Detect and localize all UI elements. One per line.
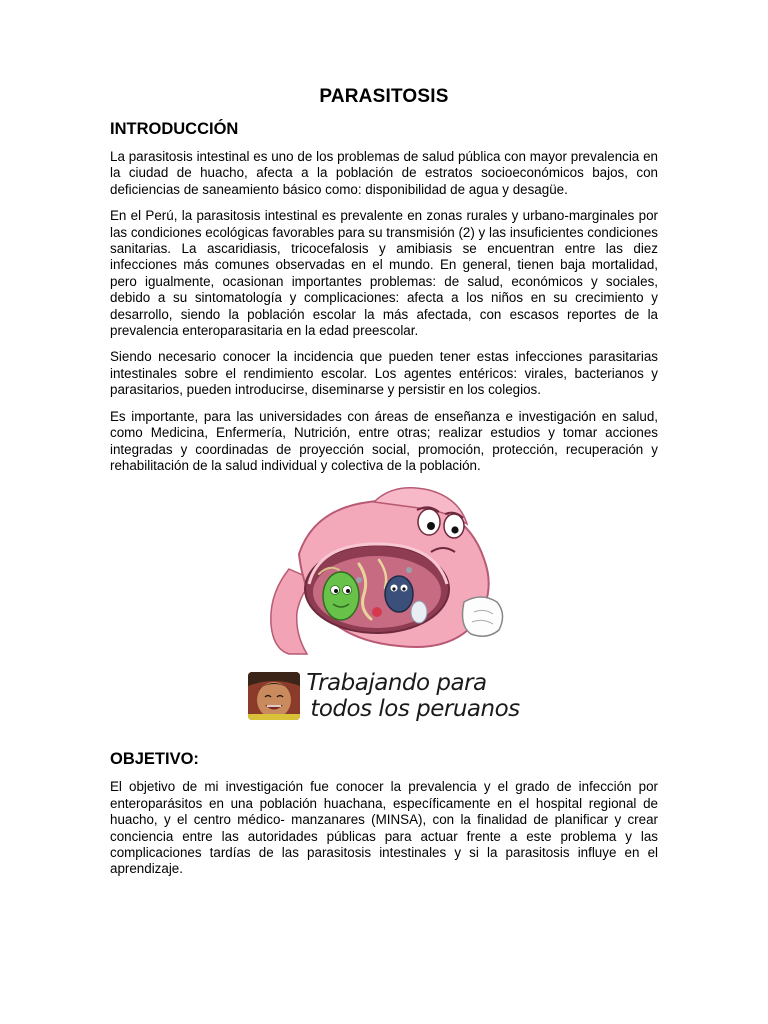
- intro-paragraph-2: En el Perú, la parasitosis intestinal es prevalente en zonas rurales y urbano-marginales por las condiciones ecológicas favorables para su transmisión (2) y las insuficientes condiciones sanitarias. La ascaridiasis, tricocefalosis y amibiasis se encuentran entre las diez infecciones más comunes observadas en el mundo. En general, tienen baja mortalidad, pero igualmente, ocasionan importantes problemas: de salud, económicos y sociales, debido a su sintomatología y complicaciones: afecta a los niños en su crecimiento y desarrollo, siendo la población escolar la más afectada, con escasos reportes de la prevalencia enteroparasitaria en la edad preescolar.: [110, 208, 658, 339]
- intro-paragraph-3: Siendo necesario conocer la incidencia que pueden tener estas infecciones parasitarias intestinales sobre el rendimiento escolar. Los agentes entéricos: virales, bacterianos y parasitarios, pueden introducirse, diseminarse y persistir en los colegios.: [110, 349, 658, 398]
- slogan-line-2: todos los peruanos: [310, 696, 520, 723]
- document-body: [110, 86, 658, 888]
- stomach-parasites-illustration: [259, 484, 509, 656]
- document-title: PARASITOSIS: [319, 86, 449, 107]
- slogan-banner: [110, 664, 658, 728]
- objective-paragraph: El objetivo de mi investigación fue conocer la prevalencia y el grado de infección por enteroparásitos en una población huachana, específicamente en el hospital regional de huacho, y el centro médico- manzanares (MINSA), con la finalidad de planificar y crear conciencia entre las autoridades públicas para actuar frente a este problema y las complicaciones tardías de las parasitosis intestinales y si la parasitosis influye en el aprendizaje.: [110, 779, 658, 877]
- child-photo: [248, 672, 300, 720]
- intro-paragraph-4: Es importante, para las universidades con áreas de enseñanza e investigación en salud, como Medicina, Enfermería, Nutrición, entre otras; realizar estudios y tomar acciones integradas y coordinadas de proyección social, promoción, protección, recuperación y rehabilitación de la salud individual y colectiva de la población.: [110, 408, 658, 473]
- introduction-heading: INTRODUCCIÓN: [110, 120, 239, 138]
- slogan-line-1: Trabajando para: [306, 670, 487, 697]
- objective-heading: OBJETIVO:: [110, 750, 199, 769]
- slogan-text: [306, 670, 519, 722]
- intro-paragraph-1: La parasitosis intestinal es uno de los problemas de salud pública con mayor prevalencia en la ciudad de huacho, afecta a la población de estratos socioeconómicos bajos, con deficiencias de saneamiento básico como: disponibilidad de agua y desagüe.: [110, 149, 658, 197]
